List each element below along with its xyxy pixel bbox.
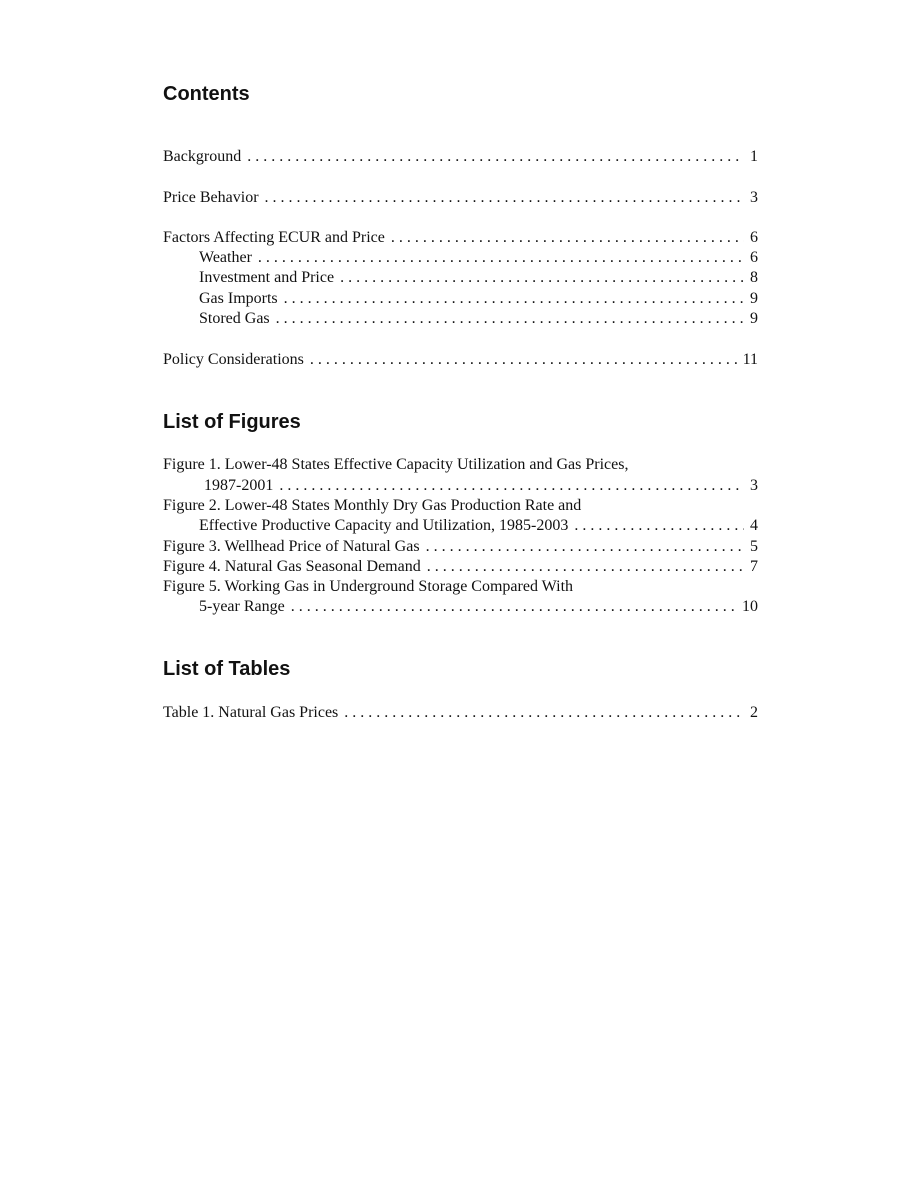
- toc-entry-label: Price Behavior: [163, 189, 259, 206]
- figure-entry-line1[interactable]: Figure 5. Working Gas in Underground Storage Compared With: [163, 578, 574, 595]
- toc-entry-label: Stored Gas: [199, 310, 270, 327]
- dot-leader: [276, 309, 744, 329]
- toc-entry-page: 9: [750, 290, 758, 307]
- dot-leader: [265, 188, 744, 208]
- dot-leader: [258, 248, 744, 268]
- figure-entry[interactable]: [204, 476, 758, 496]
- figure-entry-label: Effective Productive Capacity and Utilization, 1985-2003: [199, 517, 569, 534]
- figure-entry[interactable]: [199, 597, 758, 617]
- figures-heading: List of Figures: [163, 411, 301, 433]
- toc-entry-label: Weather: [199, 249, 252, 266]
- toc-entry-page: 8: [750, 269, 758, 286]
- toc-entry-label: Investment and Price: [199, 269, 335, 286]
- toc-entry[interactable]: [163, 228, 758, 248]
- figure-entry-line1[interactable]: Figure 2. Lower-48 States Monthly Dry Gas Production Rate and: [163, 497, 582, 514]
- dot-leader: [247, 147, 744, 167]
- dot-leader: [279, 476, 744, 496]
- toc-subentry[interactable]: [199, 309, 758, 329]
- dot-leader: [427, 557, 744, 577]
- toc-entry-label: Gas Imports: [199, 290, 278, 307]
- figure-entry[interactable]: [163, 537, 758, 557]
- figure-entry-page: 3: [750, 477, 758, 494]
- figure-entry-page: 4: [750, 517, 758, 534]
- toc-entry-label: Policy Considerations: [163, 351, 304, 368]
- dot-leader: [291, 597, 736, 617]
- dot-leader: [344, 703, 744, 723]
- figure-entry-label: 5-year Range: [199, 598, 285, 615]
- figure-entry[interactable]: [199, 516, 758, 536]
- dot-leader: [426, 537, 744, 557]
- table-entry[interactable]: [163, 703, 758, 723]
- contents-heading: Contents: [163, 83, 250, 105]
- toc-entry-page: 6: [750, 229, 758, 246]
- dot-leader: [310, 350, 737, 370]
- dot-leader: [340, 268, 744, 288]
- figure-entry-label: Figure 3. Wellhead Price of Natural Gas: [163, 538, 420, 555]
- figure-entry-label: Figure 4. Natural Gas Seasonal Demand: [163, 558, 421, 575]
- dot-leader: [574, 516, 744, 536]
- toc-subentry[interactable]: [199, 289, 758, 309]
- table-entry-label: Table 1. Natural Gas Prices: [163, 704, 339, 721]
- tables-heading: List of Tables: [163, 658, 291, 680]
- toc-entry-page: 3: [750, 189, 758, 206]
- dot-leader: [391, 228, 744, 248]
- figure-entry-line1[interactable]: Figure 1. Lower-48 States Effective Capacity Utilization and Gas Prices,: [163, 456, 629, 473]
- figure-entry-page: 7: [750, 558, 758, 575]
- figure-entry[interactable]: [163, 557, 758, 577]
- toc-entry[interactable]: [163, 188, 758, 208]
- toc-subentry[interactable]: [199, 248, 758, 268]
- figure-entry-page: 10: [742, 598, 758, 615]
- toc-subentry[interactable]: [199, 268, 758, 288]
- figure-entry-label: 1987-2001: [204, 477, 274, 494]
- toc-entry-label: Background: [163, 148, 242, 165]
- toc-entry-page: 1: [750, 148, 758, 165]
- toc-entry-page: 9: [750, 310, 758, 327]
- toc-entry-page: 11: [742, 351, 758, 368]
- toc-entry[interactable]: [163, 147, 758, 167]
- toc-entry-page: 6: [750, 249, 758, 266]
- figure-entry-page: 5: [750, 538, 758, 555]
- toc-entry[interactable]: [163, 350, 758, 370]
- dot-leader: [284, 289, 744, 309]
- table-entry-page: 2: [750, 704, 758, 721]
- toc-entry-label: Factors Affecting ECUR and Price: [163, 229, 385, 246]
